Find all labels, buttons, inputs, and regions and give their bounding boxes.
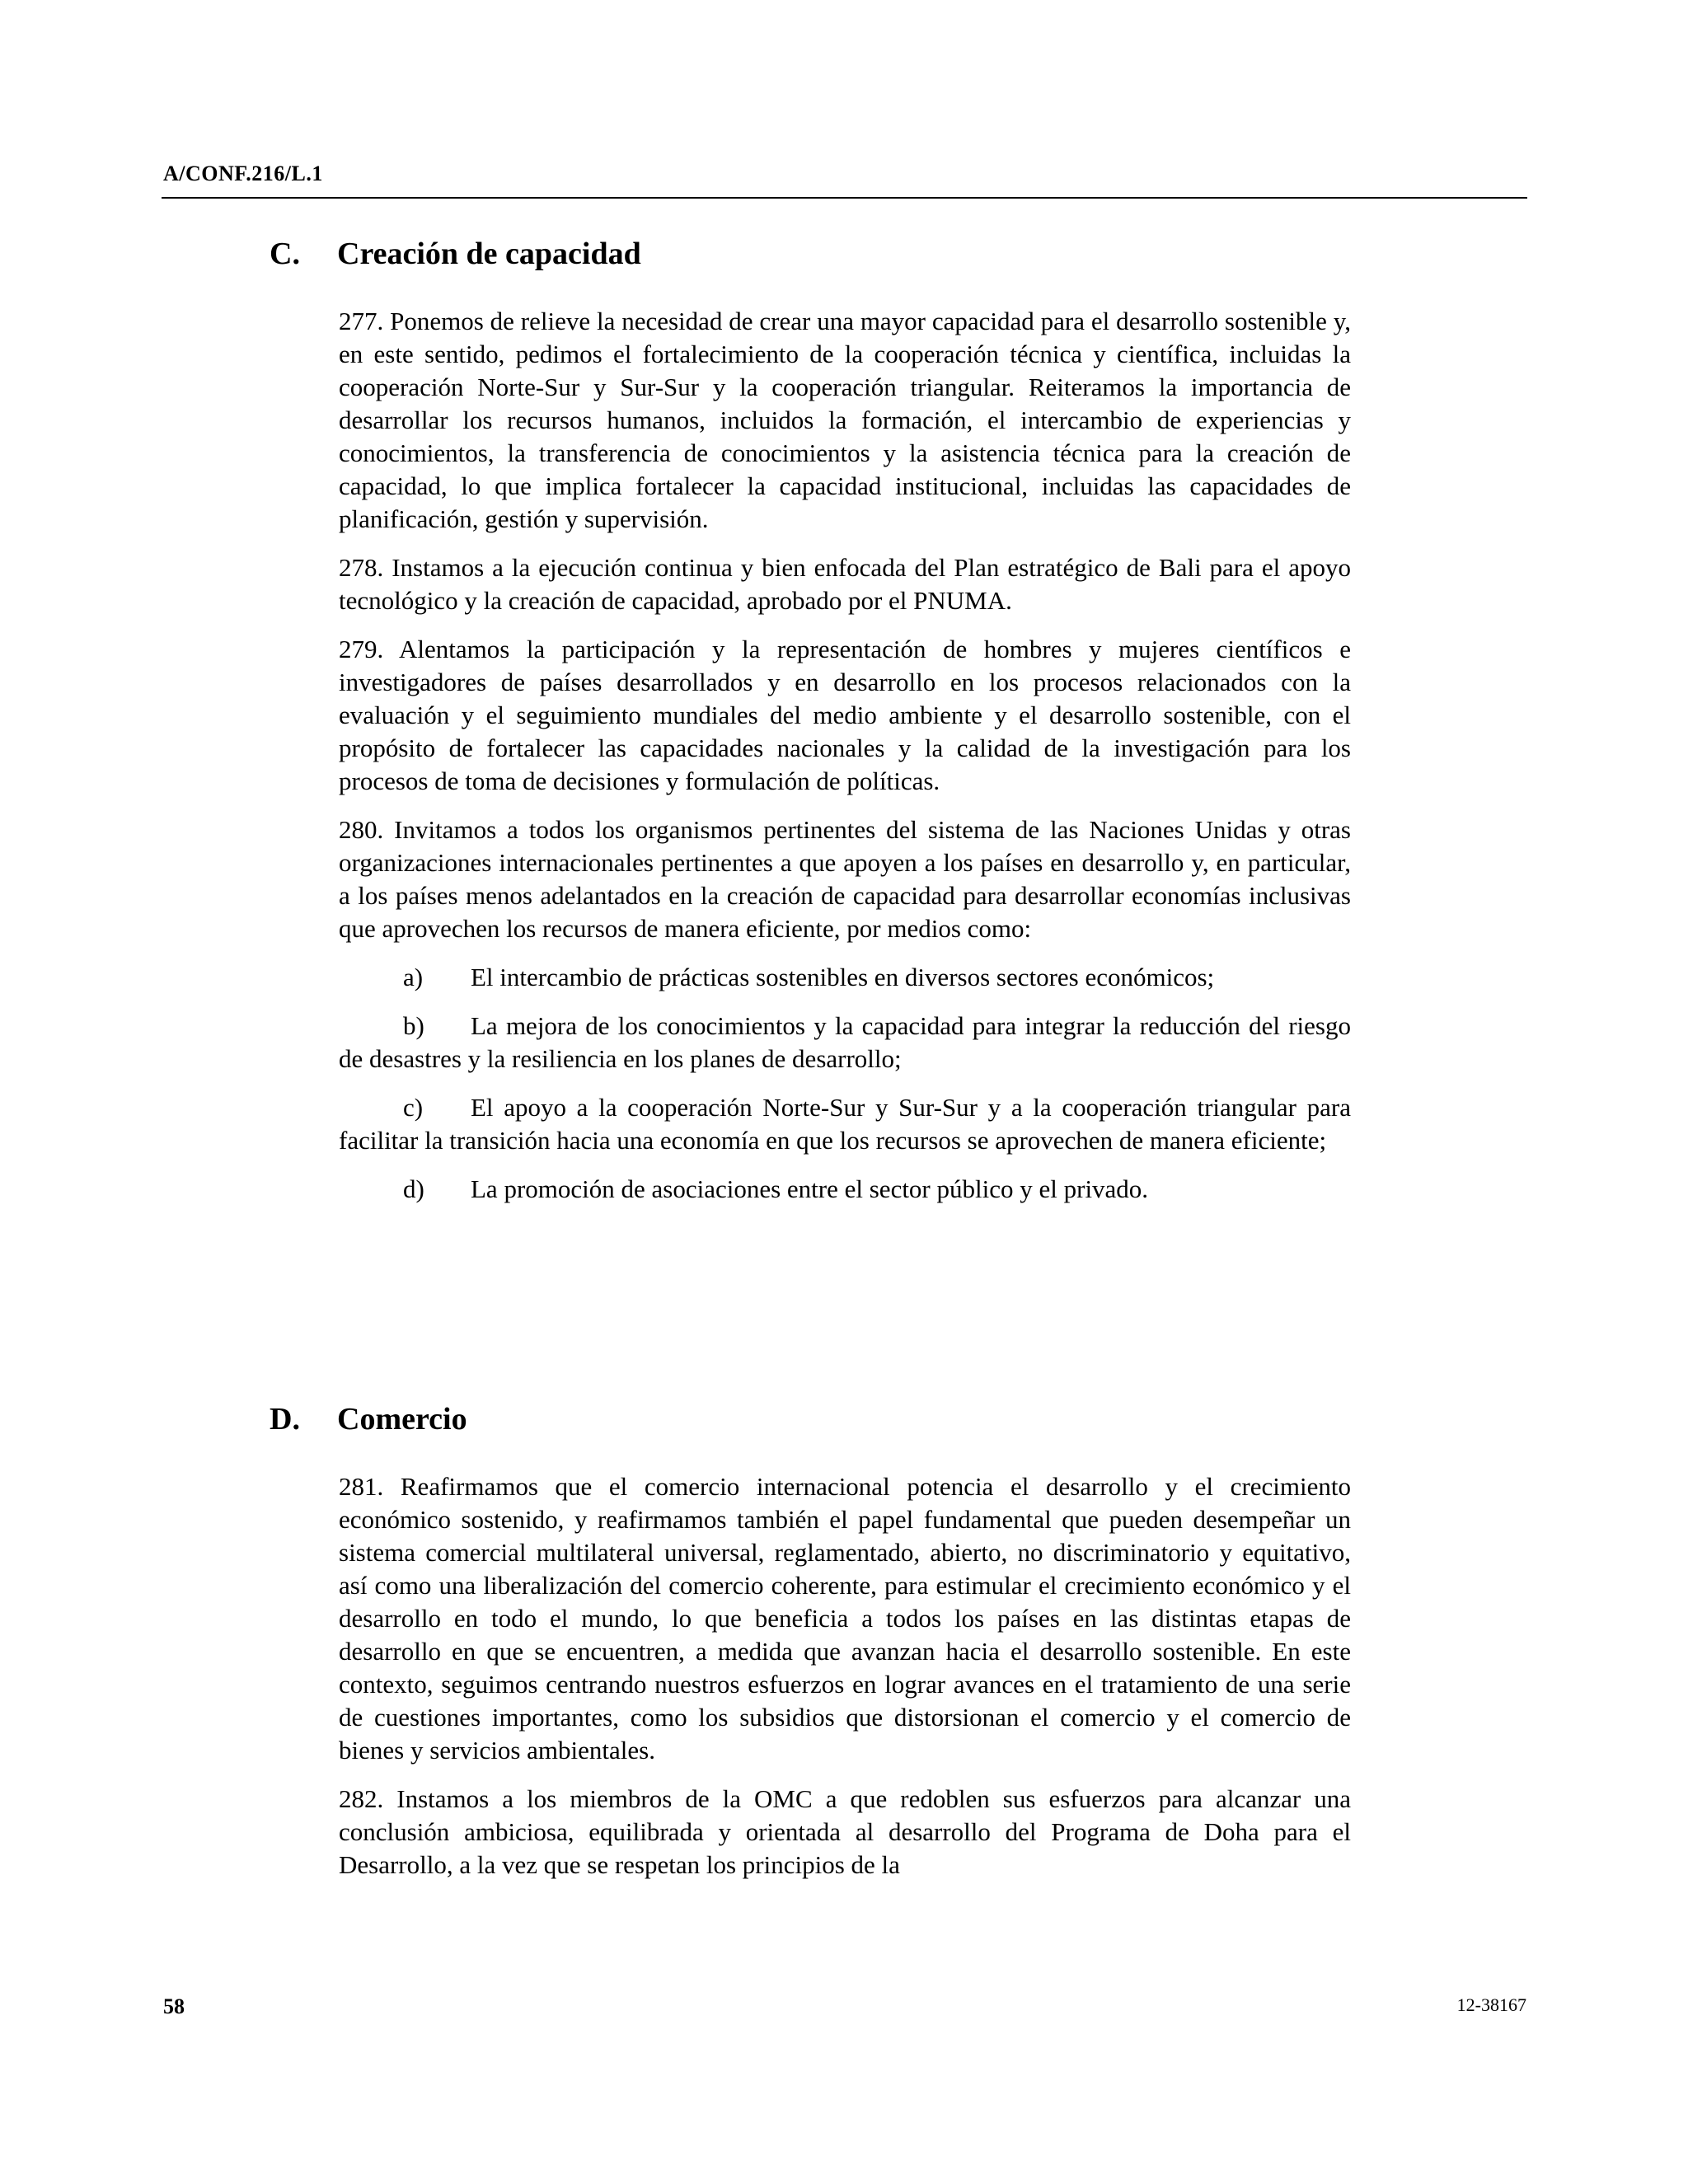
list-item-text: La promoción de asociaciones entre el sector público y el privado.: [471, 1174, 1149, 1203]
section-heading-d: [270, 1401, 467, 1437]
section-c-body: [339, 305, 1351, 1206]
document-symbol: A/CONF.216/L.1: [163, 162, 323, 185]
list-item-text: El apoyo a la cooperación Norte-Sur y Sur-Sur y a la cooperación triangular para facilitar la transición hacia una economía en que los recursos se aprovechen de manera eficiente;: [339, 1093, 1351, 1155]
list-item-label: a): [403, 963, 424, 991]
section-letter: C.: [270, 237, 300, 271]
paragraph-278: 278. Instamos a la ejecución continua y bien enfocada del Plan estratégico de Bali para el apoyo tecnológico y la creación de capacidad, aprobado por el PNUMA.: [339, 553, 1351, 615]
job-number: 12-38167: [1456, 1994, 1526, 2015]
header-divider: [162, 197, 1527, 199]
list-item-label: d): [403, 1174, 424, 1203]
list-item-a: [339, 961, 1351, 994]
list-item-b: [339, 1010, 1351, 1076]
list-item-c: [339, 1091, 1351, 1157]
list-item-label: b): [403, 1011, 424, 1040]
paragraph-277: 277. Ponemos de relieve la necesidad de crear una mayor capacidad para el desarrollo sostenible y, en este sentido, pedimos el fortalecimiento de la cooperación técnica y científica, incluidas la cooperación Norte-Sur y Sur-Sur y la cooperación triangular. Reiteramos la importancia de desarrollar los recursos humanos, incluidos la formación, el intercambio de experiencias y conocimientos, la transferencia de conocimientos y la asistencia técnica para la creación de capacidad, lo que implica fortalecer la capacidad institucional, incluidas las capacidades de planificación, gestión y supervisión.: [339, 307, 1351, 533]
section-title: Creación de capacidad: [337, 237, 641, 271]
list-item-text: El intercambio de prácticas sostenibles en diversos sectores económicos;: [471, 963, 1215, 991]
list-item-text: La mejora de los conocimientos y la capacidad para integrar la reducción del riesgo de desastres y la resiliencia en los planes de desarrollo;: [339, 1011, 1351, 1073]
section-letter: D.: [270, 1402, 300, 1436]
list-item-label: c): [403, 1093, 424, 1122]
section-d-body: [339, 1470, 1351, 1882]
section-title: Comercio: [337, 1402, 467, 1436]
paragraph-279: 279. Alentamos la participación y la representación de hombres y mujeres científicos e investigadores de países desarrollados y en desarrollo en los procesos relacionados con la evaluación y el seguimiento mundiales del medio ambiente y el desarrollo sostenible, con el propósito de fortalecer las capacidades nacionales y la calidad de la investigación para los procesos de toma de decisiones y formulación de políticas.: [339, 635, 1351, 795]
paragraph-281: 281. Reafirmamos que el comercio internacional potencia el desarrollo y el crecimiento económico sostenido, y reafirmamos también el papel fundamental que pueden desempeñar un sistema comercial multilateral universal, reglamentado, abierto, no discriminatorio y equitativo, así como una liberalización del comercio coherente, para estimular el crecimiento económico y el desarrollo en todo el mundo, lo que beneficia a todos los países en las distintas etapas de desarrollo en que se encuentren, a medida que avanzan hacia el desarrollo sostenible. En este contexto, seguimos centrando nuestros esfuerzos en lograr avances en el tratamiento de una serie de cuestiones importantes, como los subsidios que distorsionan el comercio y el comercio de bienes y servicios ambientales.: [339, 1472, 1351, 1765]
list-item-d: [339, 1173, 1351, 1206]
page-number: 58: [163, 1994, 185, 2018]
paragraph-282: 282. Instamos a los miembros de la OMC a que redoblen sus esfuerzos para alcanzar una conclusión ambiciosa, equilibrada y orientada al desarrollo del Programa de Doha para el Desarrollo, a la vez que se respetan los principios de la: [339, 1784, 1351, 1879]
section-heading-c: [270, 236, 641, 272]
paragraph-280: 280. Invitamos a todos los organismos pertinentes del sistema de las Naciones Unidas y otras organizaciones internacionales pertinentes a que apoyen a los países en desarrollo y, en particular, a los países menos adelantados en la creación de capacidad para desarrollar economías inclusivas que aprovechen los recursos de manera eficiente, por medios como:: [339, 815, 1351, 943]
